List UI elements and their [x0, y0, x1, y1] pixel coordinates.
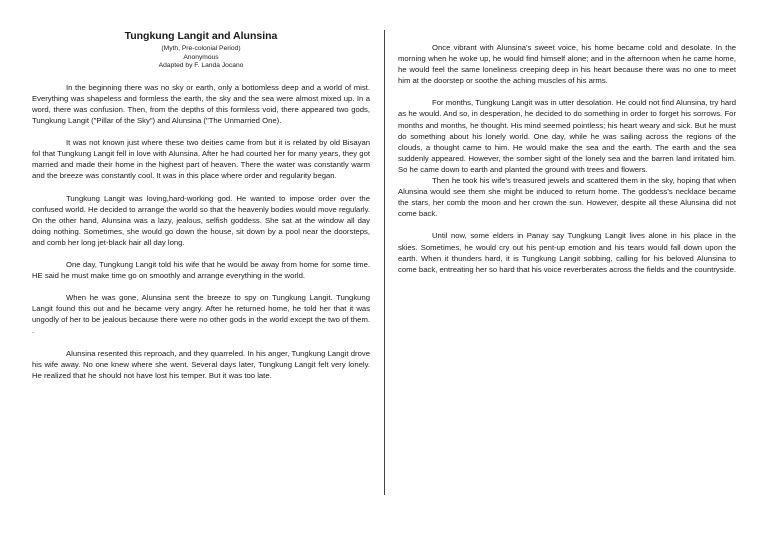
- paragraph-left-6: Alunsina resented this reproach, and they quarreled. In his anger, Tungkung Langit drove his wife away. No one knew where she went. Several days later, Tungkung Langit felt very lonely. He realized that he should not have lost his temper. But it was too late.: [32, 348, 370, 380]
- paragraph-left-3: Tungkung Langit was loving,hard-working god. He wanted to impose order over the confused world. He decided to arrange the world so that the heavenly bodies would move regularly. On the other hand, Alunsina was a lazy, jealous, selfish goddess. She sat at the window all day doing nothing. Sometimes, she would go down the house, sit down by a pool near the doorsteps, and comb her long jet-black hair all day long.: [32, 193, 370, 247]
- paragraph-left-1: In the beginning there was no sky or earth, only a bottomless deep and a world of mist. Everything was shapeless and formless the earth, the sky and the sea were almost mixed up. In a word, there was confusion. Then, from the depths of this formless void, there appeared two gods, Tungkung Langit ("Pillar of the Sky") and Alunsina ("The Unmarried One).: [32, 82, 370, 126]
- paragraph-right-2: For months, Tungkung Langit was in utter desolation. He could not find Alunsina, try hard as he would. And so, in desperation, he decided to do something in order to forget his sorrows. For months and months, he thought. His mind seemed pointless; his heart weary and sick. But he must do something about his lonely world. One day, while he was sailing across the regions of the clouds, a thought came to him. He would make the sea and the earth. The earth and the sea suddenly appeared. However, the somber sight of the lonely sea and the barren land irritated him. So he came down to earth and planted the ground with trees and flowers.: [398, 98, 736, 174]
- story-subtitle: (Myth, Pre-colonial Period): [161, 45, 241, 52]
- paragraph-left-5: When he was gone, Alunsina sent the breeze to spy on Tungkung Langit. Tungkung Langit found this out and he became very angry. After he returned home, he told her that it was ungodly of her to be jealous because there were no other gods in the world except the two of them. .: [32, 293, 370, 336]
- paragraph-right-4: Until now, some elders in Panay say Tungkung Langit lives alone in his place in the skies. Sometimes, he would cry out his pent-up emotion and his tears would fall down upon the earth. When it thunders hard, it is Tungkung Langit sobbing, calling for his beloved Alunsina to come back, entreating her so hard that his voice reverberates across the fields and the countryside.: [398, 231, 737, 274]
- story-adapter: Adapted by F. Landa Jocano: [158, 62, 244, 70]
- paragraph-right-1: Once vibrant with Alunsina's sweet voice, his home became cold and desolate. In the morning when he woke up, he would find himself alone; and in the afternoon when he came home, he would feel the same loneliness creeping deep in his heart because there was no one to meet him at the doorstep or soothe the aching muscles of his arms.: [398, 43, 736, 86]
- paragraph-left-2: It was not known just where these two deities came from but it is related by old Bisayan fol that Tungkung Langit fell in love with Alunsina. After he had courted her for many years, they got married and made their home in the highest part of heaven. There the water was constantly warm and the breeze was constantly cool. It was in this place where order and regularity began.: [32, 138, 370, 181]
- left-column: [32, 30, 370, 381]
- column-divider: [384, 30, 385, 495]
- paragraph-left-4: One day, Tungkung Langit told his wife that he would be away from home for some time. HE said he must make time go on smoothly and arrange everything in the world.: [32, 260, 370, 281]
- story-author: Anonymous: [183, 53, 219, 61]
- paragraph-right-3: Then he took his wife's treasured jewels and scattered them in the sky, hoping that when Alunsina would see them she might be induced to return home. The goddess's necklace became the stars, her comb the moon and her crown the sun. However, despite all these Alunsina did not come back.: [398, 176, 736, 219]
- right-column: [398, 42, 736, 275]
- story-title: Tungkung Langit and Alunsina: [124, 30, 278, 42]
